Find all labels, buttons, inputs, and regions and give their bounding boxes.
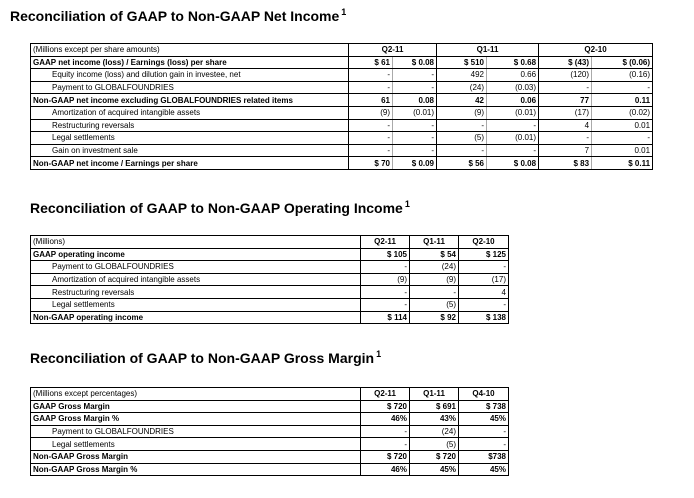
- cell-value: -: [349, 119, 393, 132]
- cell-value: -: [393, 69, 437, 82]
- cell-value: (9): [361, 273, 410, 286]
- table-row: [31, 81, 653, 94]
- period-header: Q2-11: [361, 388, 410, 401]
- table-row: [31, 286, 509, 299]
- row-label: Amortization of acquired intangible assets: [31, 106, 349, 119]
- period-header: Q2-11: [361, 236, 410, 249]
- cell-value: $ 0.08: [487, 157, 539, 170]
- cell-value: 43%: [410, 413, 459, 426]
- row-label: Gain on investment sale: [31, 144, 349, 157]
- cell-value: 0.01: [592, 144, 653, 157]
- table-row: [31, 413, 509, 426]
- cell-value: (0.02): [592, 106, 653, 119]
- cell-value: -: [349, 132, 393, 145]
- cell-value: (5): [437, 132, 487, 145]
- cell-value: -: [437, 119, 487, 132]
- row-label: Legal settlements: [31, 132, 349, 145]
- cell-value: $ 720: [361, 450, 410, 463]
- cell-value: -: [410, 286, 459, 299]
- row-label: Payment to GLOBALFOUNDRIES: [31, 261, 361, 274]
- row-label: Payment to GLOBALFOUNDRIES: [31, 425, 361, 438]
- cell-value: (9): [437, 106, 487, 119]
- cell-value: $ 720: [361, 400, 410, 413]
- cell-value: $738: [459, 450, 509, 463]
- table-row: [31, 144, 653, 157]
- cell-value: $ 0.11: [592, 157, 653, 170]
- cell-value: 46%: [361, 463, 410, 476]
- cell-value: -: [437, 144, 487, 157]
- table-row: [31, 106, 653, 119]
- cell-value: (0.01): [487, 106, 539, 119]
- row-label: Non-GAAP Gross Margin %: [31, 463, 361, 476]
- cell-value: 45%: [410, 463, 459, 476]
- table-row: [31, 119, 653, 132]
- cell-value: (5): [410, 438, 459, 451]
- cell-value: (24): [410, 261, 459, 274]
- period-header: Q1-11: [410, 236, 459, 249]
- table-row: [31, 425, 509, 438]
- cell-value: -: [349, 144, 393, 157]
- table-row: [31, 69, 653, 82]
- cell-value: $ 105: [361, 248, 410, 261]
- cell-value: -: [349, 81, 393, 94]
- cell-value: -: [361, 438, 410, 451]
- cell-value: $ 691: [410, 400, 459, 413]
- cell-value: $ (0.06): [592, 56, 653, 69]
- cell-value: -: [393, 132, 437, 145]
- table-row: [31, 311, 509, 324]
- gross-margin-title: Reconciliation of GAAP to Non-GAAP Gross Margin $^1$: [30, 349, 382, 366]
- cell-value: $ 54: [410, 248, 459, 261]
- row-label: Amortization of acquired intangible assets: [31, 273, 361, 286]
- row-label: Non-GAAP Gross Margin: [31, 450, 361, 463]
- cell-value: 0.11: [592, 94, 653, 107]
- cell-value: -: [539, 132, 592, 145]
- table-row: [31, 400, 509, 413]
- row-label: GAAP net income (loss) / Earnings (loss) per share: [31, 56, 349, 69]
- cell-value: -: [592, 81, 653, 94]
- cell-value: 42: [437, 94, 487, 107]
- cell-value: $ 510: [437, 56, 487, 69]
- operating-income-table: [30, 235, 509, 324]
- row-label: Equity income (loss) and dilution gain in investee, net: [31, 69, 349, 82]
- cell-value: $ 92: [410, 311, 459, 324]
- cell-value: $ 0.09: [393, 157, 437, 170]
- cell-value: (9): [410, 273, 459, 286]
- cell-value: (17): [459, 273, 509, 286]
- cell-value: -: [361, 286, 410, 299]
- units-label: (Millions except per share amounts): [31, 44, 349, 57]
- cell-value: $ 56: [437, 157, 487, 170]
- table-row: [31, 132, 653, 145]
- cell-value: (24): [410, 425, 459, 438]
- row-label: Non-GAAP net income excluding GLOBALFOUNDRIES related items: [31, 94, 349, 107]
- period-header: Q2-11: [349, 44, 437, 57]
- cell-value: (0.03): [487, 81, 539, 94]
- cell-value: $ 720: [410, 450, 459, 463]
- table-row: [31, 94, 653, 107]
- cell-value: $ 738: [459, 400, 509, 413]
- cell-value: $ 61: [349, 56, 393, 69]
- cell-value: 492: [437, 69, 487, 82]
- cell-value: 0.06: [487, 94, 539, 107]
- cell-value: -: [592, 132, 653, 145]
- table-row: [31, 450, 509, 463]
- cell-value: $ (43): [539, 56, 592, 69]
- cell-value: -: [459, 438, 509, 451]
- table-row: [31, 157, 653, 170]
- cell-value: 4: [539, 119, 592, 132]
- cell-value: $ 138: [459, 311, 509, 324]
- cell-value: -: [361, 298, 410, 311]
- cell-value: (5): [410, 298, 459, 311]
- row-label: Payment to GLOBALFOUNDRIES: [31, 81, 349, 94]
- cell-value: 46%: [361, 413, 410, 426]
- cell-value: (9): [349, 106, 393, 119]
- row-label: GAAP operating income: [31, 248, 361, 261]
- row-label: Non-GAAP net income / Earnings per share: [31, 157, 349, 170]
- cell-value: -: [487, 119, 539, 132]
- table-row: [31, 56, 653, 69]
- row-label: Restructuring reversals: [31, 286, 361, 299]
- cell-value: -: [487, 144, 539, 157]
- cell-value: 0.01: [592, 119, 653, 132]
- row-label: Non-GAAP operating income: [31, 311, 361, 324]
- cell-value: (24): [437, 81, 487, 94]
- gross-margin-table: [30, 387, 509, 476]
- footnote-marker: 1: [341, 7, 347, 17]
- cell-value: 0.08: [393, 94, 437, 107]
- cell-value: -: [459, 261, 509, 274]
- row-label: Legal settlements: [31, 438, 361, 451]
- cell-value: -: [459, 425, 509, 438]
- cell-value: 61: [349, 94, 393, 107]
- cell-value: 77: [539, 94, 592, 107]
- cell-value: -: [393, 119, 437, 132]
- cell-value: $ 0.08: [393, 56, 437, 69]
- table-row: [31, 463, 509, 476]
- cell-value: (120): [539, 69, 592, 82]
- row-label: Restructuring reversals: [31, 119, 349, 132]
- row-label: GAAP Gross Margin %: [31, 413, 361, 426]
- period-header: Q2-10: [459, 236, 509, 249]
- period-header: Q1-11: [437, 44, 539, 57]
- row-label: Legal settlements: [31, 298, 361, 311]
- net-income-title: Reconciliation of GAAP to Non-GAAP Net Income $^1$: [10, 7, 347, 24]
- units-label: (Millions except percentages): [31, 388, 361, 401]
- table-header-row: [31, 388, 509, 401]
- cell-value: -: [361, 425, 410, 438]
- period-header: Q1-11: [410, 388, 459, 401]
- units-label: (Millions): [31, 236, 361, 249]
- operating-income-title: Reconciliation of GAAP to Non-GAAP Operating Income $^1$: [30, 199, 410, 216]
- table-row: [31, 248, 509, 261]
- cell-value: 7: [539, 144, 592, 157]
- cell-value: $ 70: [349, 157, 393, 170]
- cell-value: 4: [459, 286, 509, 299]
- period-header: Q4-10: [459, 388, 509, 401]
- cell-value: (0.01): [487, 132, 539, 145]
- cell-value: (0.01): [393, 106, 437, 119]
- row-label: GAAP Gross Margin: [31, 400, 361, 413]
- cell-value: (17): [539, 106, 592, 119]
- cell-value: (0.16): [592, 69, 653, 82]
- cell-value: -: [393, 81, 437, 94]
- table-row: [31, 273, 509, 286]
- table-row: [31, 298, 509, 311]
- footnote-marker: 1: [376, 349, 382, 359]
- cell-value: 0.66: [487, 69, 539, 82]
- cell-value: 45%: [459, 413, 509, 426]
- period-header: Q2-10: [539, 44, 653, 57]
- table-header-row: [31, 236, 509, 249]
- cell-value: -: [459, 298, 509, 311]
- net-income-table: [30, 43, 653, 170]
- cell-value: $ 83: [539, 157, 592, 170]
- cell-value: -: [349, 69, 393, 82]
- cell-value: $ 114: [361, 311, 410, 324]
- footnote-marker: 1: [404, 199, 410, 209]
- table-row: [31, 438, 509, 451]
- table-row: [31, 261, 509, 274]
- cell-value: -: [393, 144, 437, 157]
- cell-value: -: [361, 261, 410, 274]
- cell-value: 45%: [459, 463, 509, 476]
- cell-value: $ 0.68: [487, 56, 539, 69]
- cell-value: $ 125: [459, 248, 509, 261]
- table-header-row: [31, 44, 653, 57]
- cell-value: -: [539, 81, 592, 94]
